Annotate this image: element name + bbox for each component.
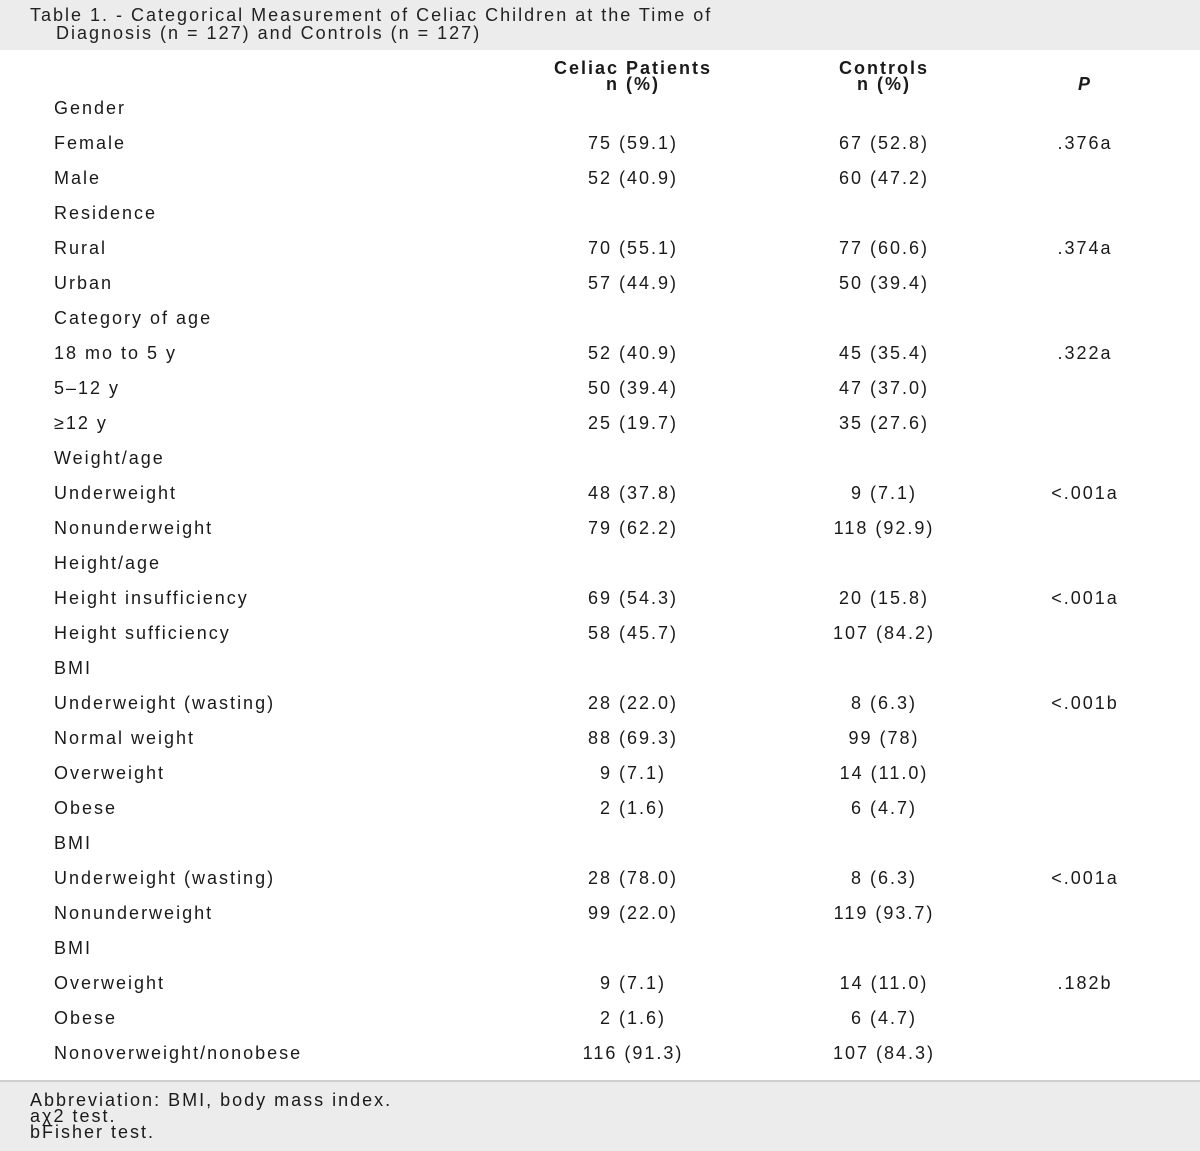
table-row: [0, 826, 1200, 861]
cell-celiac: 75 (59.1): [587, 133, 679, 153]
cell-p-value: <.001a: [1051, 588, 1119, 608]
footnote-a: aχ2 test.: [30, 1106, 117, 1126]
table-row: [0, 511, 1200, 546]
cell-celiac: 48 (37.8): [587, 483, 679, 503]
row-label: BMI: [54, 833, 93, 853]
cell-controls: 9 (7.1): [850, 483, 918, 503]
row-label: BMI: [54, 658, 93, 678]
cell-celiac: 28 (78.0): [587, 868, 679, 888]
cell-controls: 77 (60.6): [838, 238, 930, 258]
footnote-b: bFisher test.: [30, 1122, 156, 1142]
cell-p-value: .182b: [1057, 973, 1113, 993]
row-label: Residence: [54, 203, 158, 223]
cell-controls: 107 (84.2): [832, 623, 936, 643]
row-label: Underweight: [54, 483, 178, 503]
column-header-controls-unit: n (%): [857, 74, 911, 94]
row-label: Overweight: [54, 973, 166, 993]
row-label: Obese: [54, 798, 118, 818]
row-label: Rural: [54, 238, 108, 258]
cell-controls: 14 (11.0): [839, 973, 929, 993]
table-row: [0, 196, 1200, 231]
row-label: ≥12 y: [54, 413, 108, 433]
cell-celiac: 9 (7.1): [599, 973, 667, 993]
cell-controls: 14 (11.0): [839, 763, 929, 783]
row-label: Height sufficiency: [54, 623, 231, 643]
row-label: Nonunderweight: [54, 518, 214, 538]
table-row: [0, 616, 1200, 651]
table-row: [0, 336, 1200, 371]
cell-controls: 60 (47.2): [838, 168, 930, 188]
cell-controls: 45 (35.4): [838, 343, 930, 363]
cell-celiac: 52 (40.9): [587, 343, 679, 363]
table-row: [0, 1036, 1200, 1071]
table-row: [0, 721, 1200, 756]
cell-controls: 8 (6.3): [850, 693, 918, 713]
column-header-controls-title: Controls: [839, 58, 929, 78]
table-row: [0, 371, 1200, 406]
row-label: 18 mo to 5 y: [54, 343, 178, 363]
table-row: [0, 546, 1200, 581]
table-row: [0, 896, 1200, 931]
cell-celiac: 28 (22.0): [587, 693, 679, 713]
cell-p-value: .376a: [1057, 133, 1113, 153]
row-label: Weight/age: [54, 448, 165, 468]
table-row: [0, 791, 1200, 826]
cell-controls: 35 (27.6): [838, 413, 930, 433]
row-label: Nonunderweight: [54, 903, 214, 923]
table-row: [0, 966, 1200, 1001]
cell-p-value: <.001a: [1051, 483, 1119, 503]
cell-celiac: 52 (40.9): [587, 168, 679, 188]
table-caption: [0, 0, 1200, 50]
table-row: [0, 301, 1200, 336]
cell-controls: 50 (39.4): [838, 273, 930, 293]
cell-celiac: 58 (45.7): [587, 623, 679, 643]
table-row: [0, 161, 1200, 196]
row-label: Urban: [54, 273, 114, 293]
row-label: 5–12 y: [54, 378, 121, 398]
table-body: [0, 50, 1200, 1080]
row-label: Overweight: [54, 763, 166, 783]
table-caption-line-1: Table 1. - Categorical Measurement of Celiac Children at the Time of: [30, 5, 713, 25]
table-row: [0, 1001, 1200, 1036]
row-label: Nonoverweight/nonobese: [54, 1043, 303, 1063]
cell-controls: 119 (93.7): [833, 903, 935, 923]
footnote-abbreviation: Abbreviation: BMI, body mass index.: [30, 1090, 393, 1110]
cell-p-value: .322a: [1057, 343, 1113, 363]
table-row: [0, 266, 1200, 301]
cell-celiac: 25 (19.7): [587, 413, 679, 433]
cell-celiac: 2 (1.6): [599, 1008, 667, 1028]
cell-celiac: 79 (62.2): [587, 518, 679, 538]
cell-celiac: 57 (44.9): [587, 273, 679, 293]
table-row: [0, 91, 1200, 126]
column-header-celiac-title: Celiac Patients: [553, 58, 713, 78]
cell-celiac: 69 (54.3): [587, 588, 679, 608]
row-label: Normal weight: [54, 728, 196, 748]
table-row: [0, 441, 1200, 476]
cell-controls: 20 (15.8): [838, 588, 930, 608]
row-label: Male: [54, 168, 102, 188]
table-row: [0, 861, 1200, 896]
row-label: Female: [54, 133, 127, 153]
row-label: Height insufficiency: [54, 588, 249, 608]
row-label: Underweight (wasting): [54, 693, 276, 713]
table-row: [0, 581, 1200, 616]
cell-celiac: 70 (55.1): [587, 238, 679, 258]
cell-celiac: 2 (1.6): [599, 798, 667, 818]
table-row: [0, 686, 1200, 721]
cell-controls: 67 (52.8): [838, 133, 930, 153]
column-header-controls: [839, 60, 929, 92]
row-label: Height/age: [54, 553, 162, 573]
table-row: [0, 931, 1200, 966]
cell-controls: 47 (37.0): [838, 378, 930, 398]
column-header-celiac-unit: n (%): [606, 74, 660, 94]
cell-p-value: .374a: [1057, 238, 1113, 258]
column-header-celiac: [554, 60, 712, 92]
table-caption-line-2: Diagnosis (n = 127) and Controls (n = 127): [56, 23, 482, 43]
cell-controls: 118 (92.9): [833, 518, 935, 538]
cell-celiac: 116 (91.3): [582, 1043, 684, 1063]
table-row: [0, 651, 1200, 686]
cell-controls: 6 (4.7): [850, 798, 918, 818]
row-label: Gender: [54, 98, 127, 118]
cell-controls: 8 (6.3): [850, 868, 918, 888]
table-row: [0, 406, 1200, 441]
cell-p-value: <.001b: [1051, 693, 1119, 713]
table-row: [0, 756, 1200, 791]
cell-celiac: 9 (7.1): [599, 763, 667, 783]
cell-celiac: 99 (22.0): [587, 903, 679, 923]
cell-p-value: <.001a: [1051, 868, 1119, 888]
cell-controls: 99 (78): [848, 728, 920, 748]
cell-celiac: 50 (39.4): [587, 378, 679, 398]
row-label: Obese: [54, 1008, 118, 1028]
table-footnotes: [0, 1082, 1200, 1151]
row-label: Category of age: [54, 308, 213, 328]
row-label: BMI: [54, 938, 93, 958]
cell-controls: 107 (84.3): [832, 1043, 936, 1063]
table-row: [0, 231, 1200, 266]
cell-controls: 6 (4.7): [850, 1008, 918, 1028]
column-header-p-value: P: [1077, 74, 1093, 94]
row-label: Underweight (wasting): [54, 868, 276, 888]
table-row: [0, 126, 1200, 161]
table-row: [0, 476, 1200, 511]
cell-celiac: 88 (69.3): [587, 728, 679, 748]
